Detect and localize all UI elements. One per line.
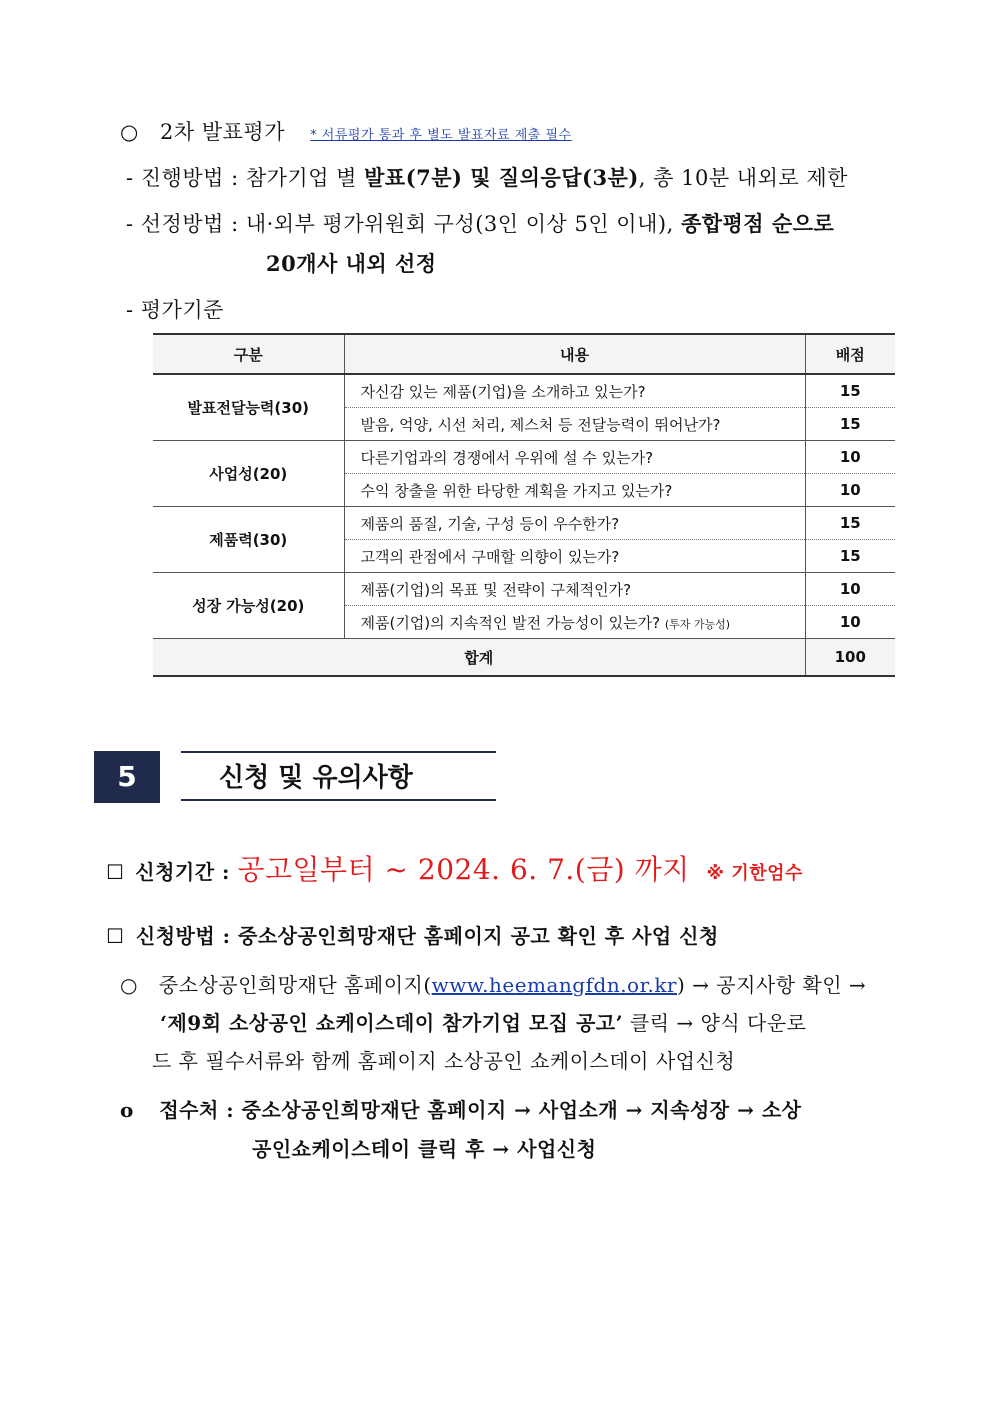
content-cell: 자신감 있는 제품(기업)을 소개하고 있는가?	[344, 374, 805, 408]
content-cell: 제품의 품질, 기술, 구성 등이 우수한가?	[344, 507, 805, 540]
progress-method	[126, 162, 848, 192]
method-line2-rest: 클릭 → 양식 다운로	[623, 1011, 807, 1035]
category-cell: 발표전달능력(30)	[153, 374, 344, 441]
bullet-circle: ○	[120, 973, 138, 997]
bullet-o: o	[120, 1098, 134, 1122]
deadline-warning: ※ 기한엄수	[706, 863, 803, 884]
score-cell: 15	[805, 374, 895, 408]
content-small-note: (투자 가능성)	[664, 617, 731, 631]
criteria-table	[153, 333, 895, 677]
content-cell: 수익 창출을 위한 타당한 계획을 가지고 있는가?	[344, 474, 805, 507]
total-row	[153, 639, 895, 677]
content-cell: 고객의 관점에서 구매할 의향이 있는가?	[344, 540, 805, 573]
content-cell: 발음, 억양, 시선 처리, 제스처 등 전달능력이 뛰어난가?	[344, 408, 805, 441]
selection-method-prefix: - 선정방법 : 내·외부 평가위원회 구성(3인 이상 5인 이내),	[126, 212, 681, 236]
table-header-row	[153, 334, 895, 374]
progress-method-bold: 발표(7분) 및 질의응답(3분)	[364, 165, 639, 190]
application-method	[106, 920, 719, 949]
score-cell: 15	[805, 408, 895, 441]
method-text: 신청방법 : 중소상공인희망재단 홈페이지 공고 확인 후 사업 신청	[135, 924, 719, 948]
round2-note: * 서류평가 통과 후 별도 발표자료 제출 필수	[310, 128, 572, 143]
total-label: 합계	[153, 639, 805, 677]
selection-method	[126, 208, 834, 238]
receipt-text: 접수처 : 중소상공인희망재단 홈페이지 → 사업소개 → 지속성장 → 소상	[159, 1098, 802, 1122]
method-line1-b: ) → 공지사항 확인 →	[677, 973, 867, 997]
content-text: 제품(기업)의 지속적인 발전 가능성이 있는가?	[360, 613, 661, 632]
round2-title: 2차 발표평가	[160, 120, 285, 144]
table-row	[153, 374, 895, 408]
homepage-link[interactable]: www.heemangfdn.or.kr	[431, 973, 677, 997]
content-cell: 제품(기업)의 목표 및 전략이 구체적인가?	[344, 573, 805, 606]
score-cell: 10	[805, 606, 895, 639]
selection-method-bold: 종합평점 순으로	[680, 211, 835, 236]
score-cell: 15	[805, 540, 895, 573]
method-detail-line2	[160, 1007, 807, 1036]
category-cell: 사업성(20)	[153, 441, 344, 507]
bullet-circle: ○	[120, 120, 139, 144]
round2-heading	[120, 116, 572, 146]
header-score: 배점	[805, 334, 895, 374]
content-cell	[344, 606, 805, 639]
section-title: 신청 및 유의사항	[181, 751, 496, 801]
table-row	[153, 441, 895, 474]
method-line1-a: 중소상공인희망재단 홈페이지(	[158, 973, 432, 997]
period-label: 신청기간 :	[135, 860, 238, 884]
header-category: 구분	[153, 334, 344, 374]
category-cell: 제품력(30)	[153, 507, 344, 573]
table-row	[153, 573, 895, 606]
score-cell: 15	[805, 507, 895, 540]
score-cell: 10	[805, 474, 895, 507]
category-cell: 성장 가능성(20)	[153, 573, 344, 639]
application-period	[106, 848, 803, 888]
checkbox-icon: ☐	[106, 924, 125, 948]
checkbox-icon: ☐	[106, 860, 125, 884]
receipt-line1	[120, 1094, 801, 1123]
progress-method-prefix: - 진행방법 : 참가기업 별	[126, 166, 365, 190]
table-row	[153, 507, 895, 540]
selection-method-line2: 20개사 내외 선정	[266, 251, 437, 276]
score-cell: 10	[805, 441, 895, 474]
criteria-label: - 평가기준	[126, 298, 224, 322]
method-detail-line1	[120, 969, 866, 998]
score-cell: 10	[805, 573, 895, 606]
method-detail-line3: 드 후 필수서류와 함께 홈페이지 소상공인 쇼케이스데이 사업신청	[152, 1049, 736, 1073]
total-score: 100	[805, 639, 895, 677]
content-cell: 다른기업과의 경쟁에서 우위에 설 수 있는가?	[344, 441, 805, 474]
notice-title: ‘제9회 소상공인 쇼케이스데이 참가기업 모집 공고’	[160, 1011, 624, 1035]
section-number-badge: 5	[94, 751, 160, 803]
progress-method-suffix: , 총 10분 내외로 제한	[638, 166, 848, 190]
period-value: 공고일부터 ~ 2024. 6. 7.(금) 까지	[237, 853, 690, 886]
receipt-line2: 공인쇼케이스테이 클릭 후 → 사업신청	[252, 1137, 597, 1161]
header-content: 내용	[344, 334, 805, 374]
